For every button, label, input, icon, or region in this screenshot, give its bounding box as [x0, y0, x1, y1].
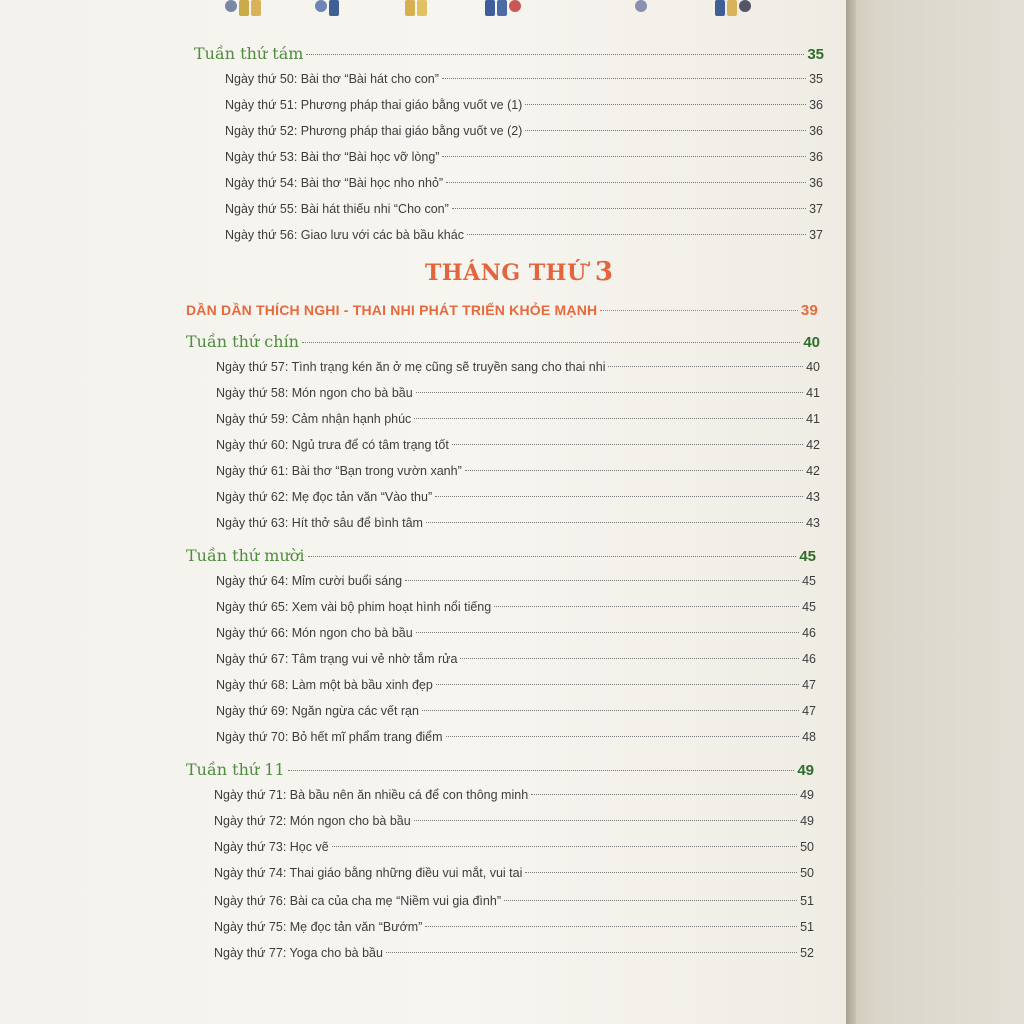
- toc-entry[interactable]: [214, 946, 814, 966]
- page-number: 51: [800, 920, 814, 934]
- dot-leader: [525, 104, 806, 105]
- toc-entry[interactable]: [216, 600, 816, 620]
- dot-leader: [465, 470, 803, 471]
- page-number: 41: [806, 412, 820, 426]
- dot-leader: [426, 522, 803, 523]
- dot-leader: [436, 684, 799, 685]
- toc-entry[interactable]: [216, 652, 816, 672]
- dot-leader: [288, 770, 795, 771]
- dot-leader: [405, 580, 799, 581]
- toc-entry[interactable]: [214, 840, 814, 860]
- toc-entry[interactable]: [225, 72, 823, 92]
- entry-label: Ngày thứ 75: Mẹ đọc tản văn “Bướm”: [214, 920, 423, 934]
- dot-leader: [442, 78, 806, 79]
- page-number: 49: [800, 814, 814, 828]
- toc-entry[interactable]: [214, 814, 814, 834]
- page-number: 49: [800, 788, 814, 802]
- entry-label: Ngày thứ 56: Giao lưu với các bà bầu khác: [225, 228, 464, 242]
- entry-label: Ngày thứ 73: Học vẽ: [214, 840, 329, 854]
- page-number: 36: [809, 150, 823, 164]
- entry-label: Ngày thứ 65: Xem vài bộ phim hoạt hình nổi tiếng: [216, 600, 492, 614]
- entry-label: Ngày thứ 58: Món ngon cho bà bầu: [216, 386, 413, 400]
- month-subtitle[interactable]: [186, 302, 818, 322]
- dot-leader: [467, 234, 806, 235]
- toc-entry[interactable]: [225, 124, 823, 144]
- week-title: Tuần thứ chín: [186, 332, 299, 351]
- entry-label: Ngày thứ 76: Bài ca của cha mẹ “Niềm vui gia đình”: [214, 894, 501, 908]
- page-number: 43: [806, 490, 820, 504]
- page-number: 49: [797, 762, 814, 779]
- page-number: 37: [809, 228, 823, 242]
- dot-leader: [308, 556, 797, 557]
- month-heading: [425, 257, 613, 287]
- page-number: 50: [800, 866, 814, 880]
- dot-leader: [425, 926, 797, 927]
- dot-leader: [600, 310, 798, 311]
- page-number: 47: [802, 678, 816, 692]
- dot-leader: [414, 418, 803, 419]
- toc-entry[interactable]: [216, 516, 820, 536]
- month-number: 3: [594, 257, 614, 287]
- dot-leader: [460, 658, 799, 659]
- toc-entry[interactable]: [214, 920, 814, 940]
- month-subtitle-text: DẦN DẦN THÍCH NGHI - THAI NHI PHÁT TRIỂN KHỎE MẠNH: [186, 302, 598, 318]
- page-number: 45: [802, 600, 816, 614]
- dot-leader: [414, 820, 797, 821]
- page-number: 36: [809, 124, 823, 138]
- dot-leader: [306, 54, 804, 55]
- entry-label: Ngày thứ 60: Ngủ trưa để có tâm trạng tốt: [216, 438, 449, 452]
- page-number: 36: [809, 98, 823, 112]
- toc-entry[interactable]: [216, 464, 820, 484]
- entry-label: Ngày thứ 68: Làm một bà bầu xinh đẹp: [216, 678, 433, 692]
- toc-entry[interactable]: [216, 704, 816, 724]
- dot-leader: [442, 156, 806, 157]
- dot-leader: [446, 182, 806, 183]
- toc-entry[interactable]: [216, 678, 816, 698]
- entry-label: Ngày thứ 52: Phương pháp thai giáo bằng vuốt ve (2): [225, 124, 523, 138]
- toc-entry[interactable]: [225, 202, 823, 222]
- page-number: 46: [802, 626, 816, 640]
- page-number: 36: [809, 176, 823, 190]
- dot-leader: [608, 366, 803, 367]
- week-heading[interactable]: [194, 44, 824, 66]
- toc-entry[interactable]: [216, 490, 820, 510]
- dot-leader: [525, 872, 797, 873]
- dot-leader: [525, 130, 806, 131]
- week-heading[interactable]: [186, 760, 814, 782]
- entry-label: Ngày thứ 71: Bà bầu nên ăn nhiều cá để con thông minh: [214, 788, 529, 802]
- page-number: 35: [809, 72, 823, 86]
- entry-label: Ngày thứ 63: Hít thở sâu để bình tâm: [216, 516, 423, 530]
- entry-label: Ngày thứ 53: Bài thơ “Bài học vỡ lòng”: [225, 150, 440, 164]
- dot-leader: [494, 606, 799, 607]
- next-page-edge: [846, 0, 1024, 1024]
- page-number: 35: [807, 46, 824, 63]
- entry-label: Ngày thứ 61: Bài thơ “Bạn trong vườn xanh”: [216, 464, 462, 478]
- toc-entry[interactable]: [214, 894, 814, 914]
- dot-leader: [452, 444, 803, 445]
- entry-label: Ngày thứ 67: Tâm trạng vui vẻ nhờ tắm rửa: [216, 652, 458, 666]
- page-number: 51: [800, 894, 814, 908]
- entry-label: Ngày thứ 54: Bài thơ “Bài học nho nhỏ”: [225, 176, 444, 190]
- page-number: 40: [803, 334, 820, 351]
- toc-entry[interactable]: [214, 866, 814, 886]
- dot-leader: [416, 632, 799, 633]
- entry-label: Ngày thứ 72: Món ngon cho bà bầu: [214, 814, 411, 828]
- week-heading[interactable]: [186, 546, 816, 568]
- toc-entry[interactable]: [225, 228, 823, 248]
- page-number: 52: [800, 946, 814, 960]
- dot-leader: [386, 952, 797, 953]
- dot-leader: [504, 900, 797, 901]
- page-number: 40: [806, 360, 820, 374]
- page-number: 46: [802, 652, 816, 666]
- dot-leader: [332, 846, 797, 847]
- page-number: 39: [800, 302, 818, 319]
- toc-entry[interactable]: [214, 788, 814, 808]
- entry-label: Ngày thứ 55: Bài hát thiếu nhi “Cho con”: [225, 202, 449, 216]
- week-title: Tuần thứ 11: [186, 760, 285, 779]
- dot-leader: [302, 342, 800, 343]
- week-heading[interactable]: [186, 332, 820, 354]
- page-number: 42: [806, 438, 820, 452]
- page-number: 45: [799, 548, 816, 565]
- entry-label: Ngày thứ 74: Thai giáo bằng những điều vui mắt, vui tai: [214, 866, 523, 880]
- month-title: THÁNG THỨ: [425, 260, 587, 286]
- entry-label: Ngày thứ 62: Mẹ đọc tản văn “Vào thu”: [216, 490, 433, 504]
- toc-entry[interactable]: [216, 412, 820, 432]
- entry-label: Ngày thứ 57: Tình trạng kén ăn ở mẹ cũng sẽ truyền sang cho thai nhi: [216, 360, 606, 374]
- entry-label: Ngày thứ 59: Cảm nhận hạnh phúc: [216, 412, 412, 426]
- entry-label: Ngày thứ 66: Món ngon cho bà bầu: [216, 626, 413, 640]
- page-number: 43: [806, 516, 820, 530]
- entry-label: Ngày thứ 77: Yoga cho bà bầu: [214, 946, 383, 960]
- dot-leader: [452, 208, 806, 209]
- toc-entry[interactable]: [225, 98, 823, 118]
- book-spine-shadow: [846, 0, 856, 1024]
- page-number: 37: [809, 202, 823, 216]
- entry-label: Ngày thứ 50: Bài thơ “Bài hát cho con”: [225, 72, 439, 86]
- dot-leader: [446, 736, 800, 737]
- page-number: 45: [802, 574, 816, 588]
- page-number: 42: [806, 464, 820, 478]
- entry-label: Ngày thứ 51: Phương pháp thai giáo bằng vuốt ve (1): [225, 98, 523, 112]
- toc-entry[interactable]: [216, 574, 816, 594]
- entry-label: Ngày thứ 69: Ngăn ngừa các vết rạn: [216, 704, 419, 718]
- page-number: 48: [802, 730, 816, 744]
- week-title: Tuần thứ mười: [186, 546, 305, 565]
- toc-entry[interactable]: [216, 626, 816, 646]
- dot-leader: [435, 496, 803, 497]
- dot-leader: [416, 392, 803, 393]
- toc-entry[interactable]: [216, 386, 820, 406]
- week-title: Tuần thứ tám: [194, 44, 304, 63]
- toc-entry[interactable]: [216, 360, 820, 380]
- page-number: 50: [800, 840, 814, 854]
- toc-entry[interactable]: [225, 176, 823, 196]
- dot-leader: [422, 710, 799, 711]
- toc-entry[interactable]: [225, 150, 823, 170]
- dot-leader: [531, 794, 797, 795]
- entry-label: Ngày thứ 70: Bỏ hết mĩ phẩm trang điểm: [216, 730, 443, 744]
- page-number: 41: [806, 386, 820, 400]
- toc-entry[interactable]: [216, 438, 820, 458]
- page-number: 47: [802, 704, 816, 718]
- entry-label: Ngày thứ 64: Mỉm cười buổi sáng: [216, 574, 403, 588]
- toc-entry[interactable]: [216, 730, 816, 750]
